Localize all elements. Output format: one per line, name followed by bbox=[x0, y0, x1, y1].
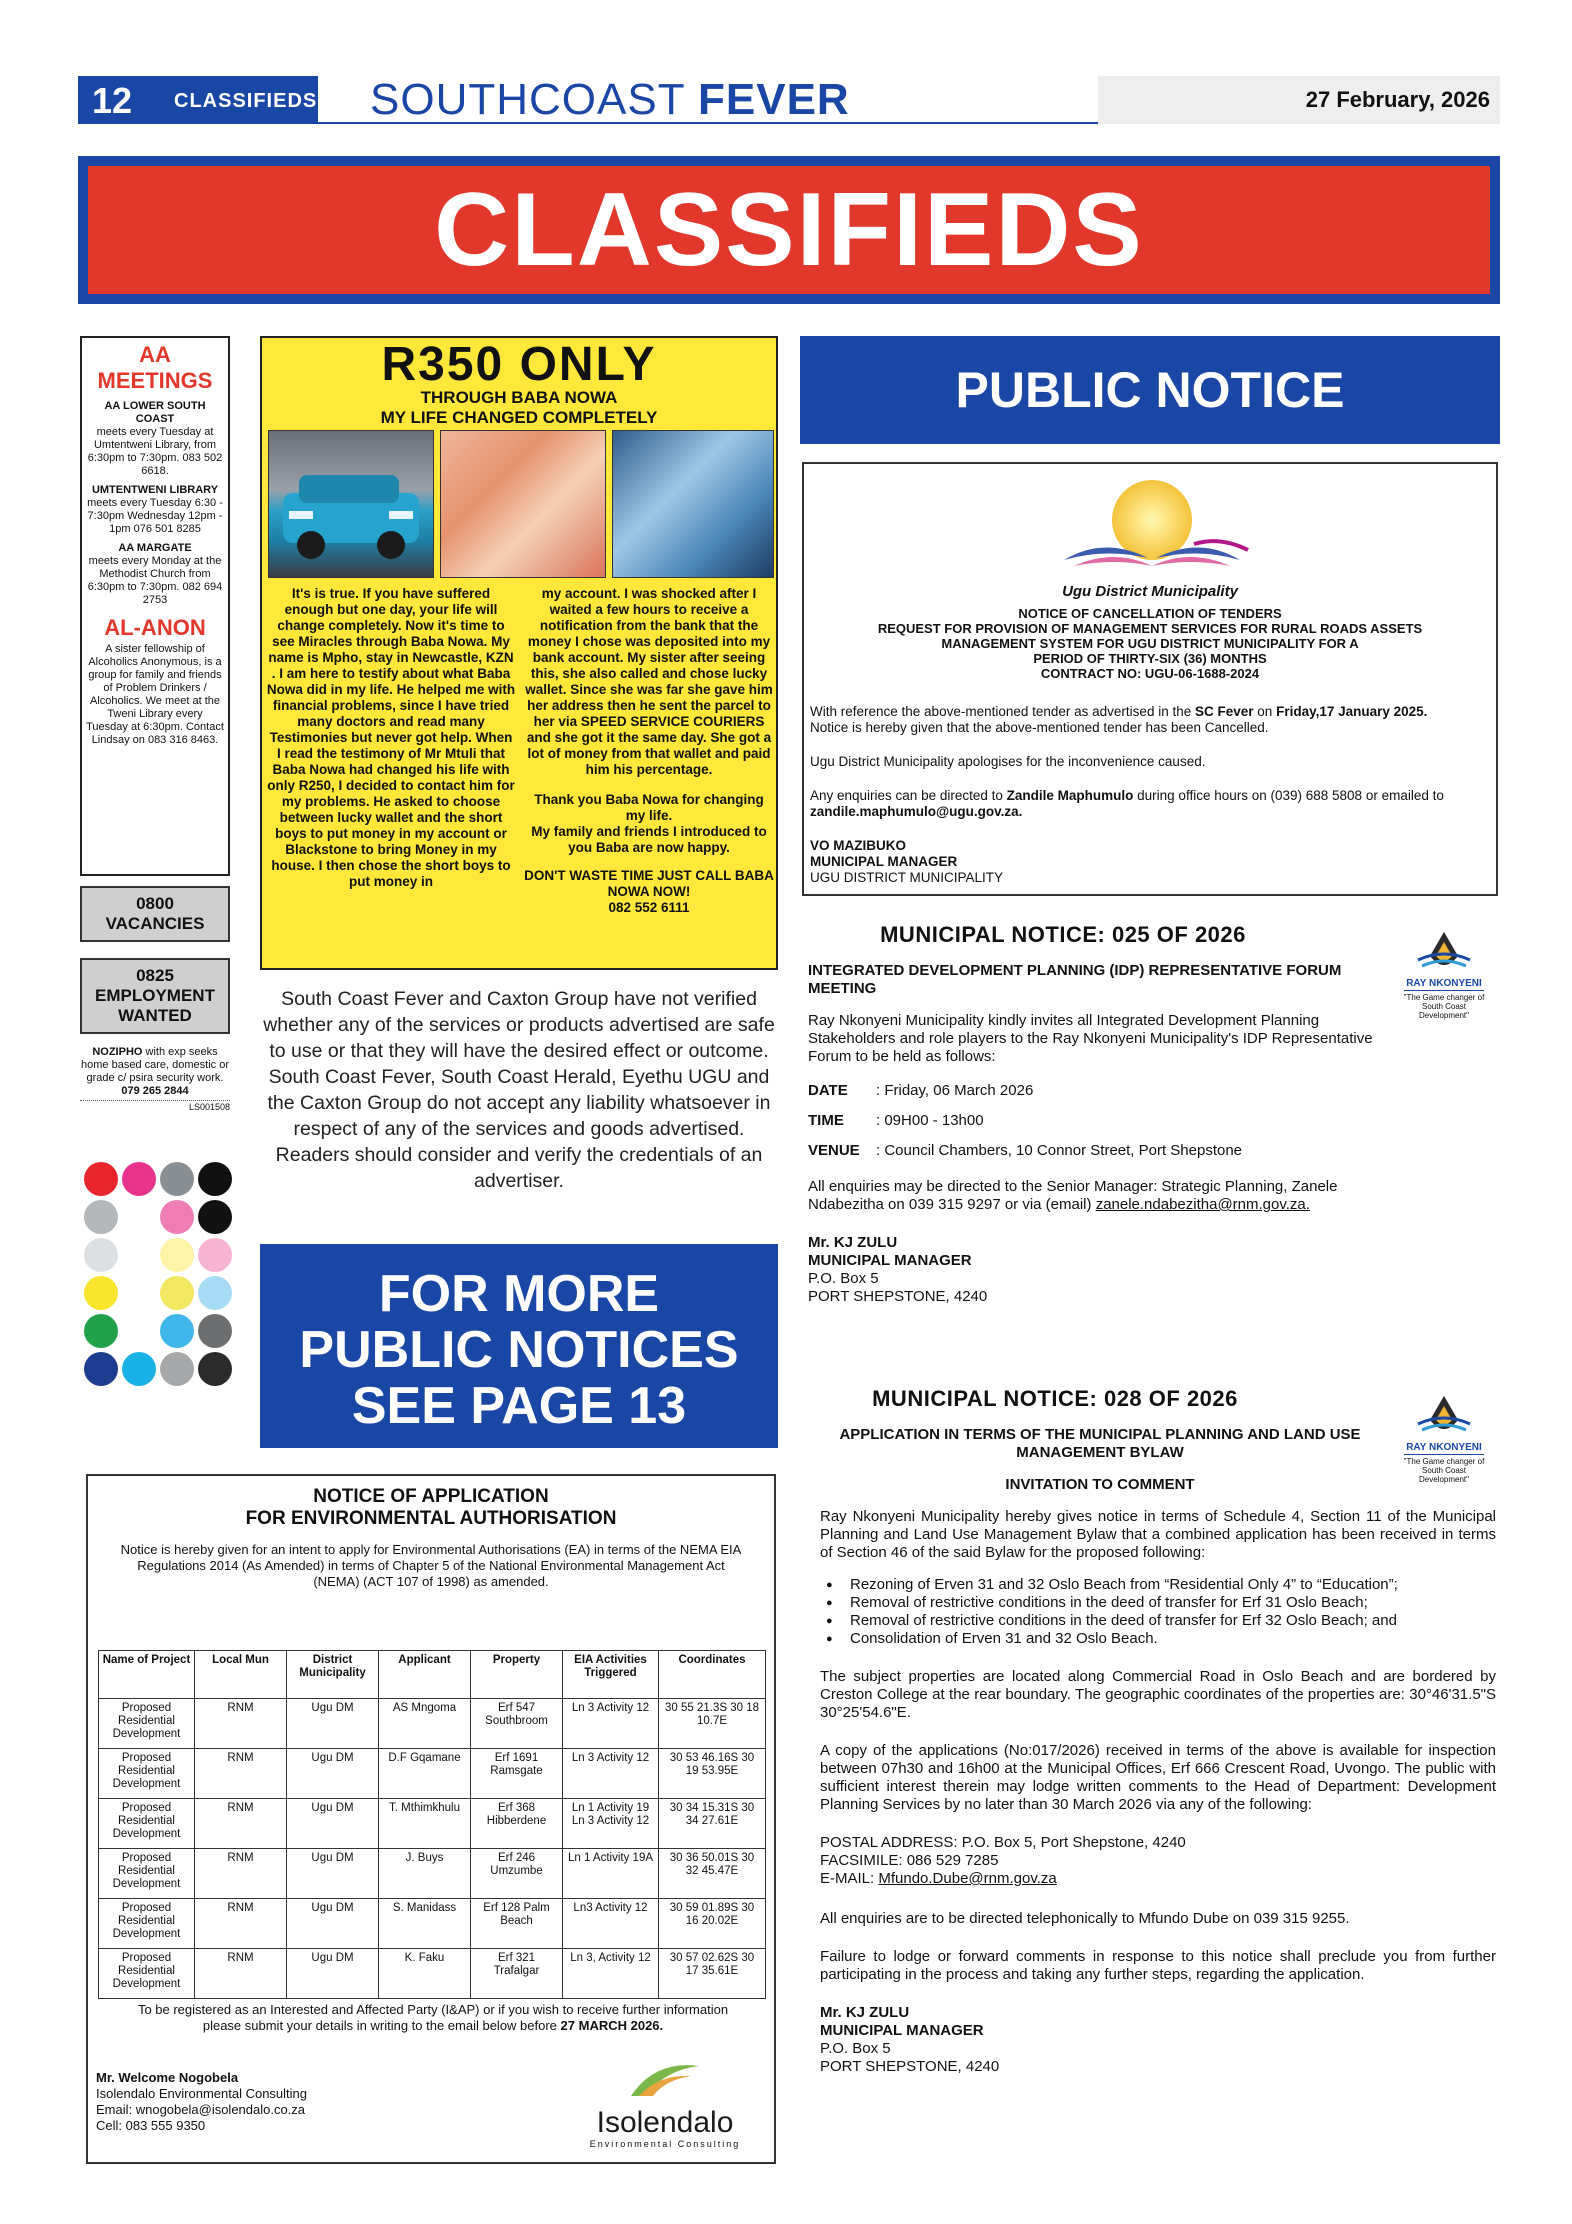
colour-swatch bbox=[84, 1352, 118, 1386]
mn2-failure: Failure to lodge or forward comments in response to this notice shall preclude you from further participating in the process and taking any further steps, regarding the application. bbox=[820, 1948, 1496, 1983]
ugu-sig-name: VO MAZIBUKO bbox=[810, 838, 906, 853]
ea-table-cell: Ln 3 Activity 12 bbox=[563, 1749, 659, 1799]
more-notices-box bbox=[260, 1244, 778, 1448]
money-bundles-photo bbox=[612, 430, 774, 578]
mn1-sig-town: PORT SHEPSTONE, 4240 bbox=[808, 1288, 988, 1305]
ea-table-cell: Ugu DM bbox=[287, 1799, 379, 1849]
ea-header-cell: EIA Activities Triggered bbox=[563, 1651, 659, 1699]
ea-table-row bbox=[99, 1949, 766, 1999]
ray-nkonyeni-shield-icon bbox=[1414, 930, 1474, 974]
ea-header-cell: District Municipality bbox=[287, 1651, 379, 1699]
ea-contact-name: Mr. Welcome Nogobela bbox=[96, 2070, 239, 2085]
ea-table bbox=[98, 1650, 766, 1999]
isolendalo-swoosh-icon bbox=[625, 2056, 705, 2102]
mn1-email-link[interactable]: zanele.ndabezitha@rnm.gov.za. bbox=[1095, 1196, 1310, 1213]
mn2-bullet-list bbox=[850, 1576, 1496, 1648]
ea-table-cell: RNM bbox=[195, 1949, 287, 1999]
ea-contact-email: Email: wnogobela@isolendalo.co.za bbox=[96, 2102, 306, 2117]
colour-swatch bbox=[160, 1238, 194, 1272]
mn1-date-label: DATE bbox=[808, 1082, 848, 1099]
ea-header-cell: Applicant bbox=[379, 1651, 471, 1699]
ugu-text: With reference the above-mentioned tender as advertised in the bbox=[810, 704, 1192, 719]
ea-header-cell: Coordinates bbox=[659, 1651, 766, 1699]
aa-entry bbox=[82, 400, 228, 478]
mn2-sig-town: PORT SHEPSTONE, 4240 bbox=[820, 2058, 1000, 2075]
ugu-heading-line: MANAGEMENT SYSTEM FOR UGU DISTRICT MUNICIPALITY FOR A bbox=[941, 636, 1359, 651]
colour-swatch bbox=[84, 1238, 118, 1272]
mn2-location: The subject properties are located along Commercial Road in Oslo Beach and are bordered by Creston College at the rear boundary. The geographic coordinates of the properties are: 30°46'31.5"S 30°25'54.6"E. bbox=[820, 1668, 1496, 1721]
mn1-time-value: : 09H00 - 13h00 bbox=[876, 1112, 984, 1129]
aa-entry-name: AA MARGATE bbox=[118, 542, 192, 554]
alanon-title: AL-ANON bbox=[104, 615, 206, 640]
page-header bbox=[78, 76, 1500, 124]
colour-swatch bbox=[122, 1352, 156, 1386]
rn-name: RAY NKONYENI bbox=[1404, 978, 1484, 991]
ea-table-row bbox=[99, 1799, 766, 1849]
ugu-para-apology: Ugu District Municipality apologises for the inconvenience caused. bbox=[810, 754, 1206, 769]
ea-table-cell: Erf 321 Trafalgar bbox=[471, 1949, 563, 1999]
ugu-text: Notice is hereby given that the above-mentioned tender has been Cancelled. bbox=[810, 720, 1269, 735]
ea-table-cell: T. Mthimkhulu bbox=[379, 1799, 471, 1849]
colour-swatch bbox=[160, 1200, 194, 1234]
ea-table-cell: Ln 1 Activity 19A bbox=[563, 1849, 659, 1899]
mn1-subtitle: INTEGRATED DEVELOPMENT PLANNING (IDP) REPRESENTATIVE FORUM MEETING bbox=[808, 962, 1342, 997]
ea-contact bbox=[96, 2070, 307, 2134]
classifieds-banner bbox=[78, 156, 1500, 304]
colour-swatch bbox=[122, 1200, 156, 1234]
ad-sub2: MY LIFE CHANGED COMPLETELY bbox=[380, 408, 658, 427]
ea-table-cell: Proposed Residential Development bbox=[99, 1749, 195, 1799]
ad-right-text: my account. I was shocked after I waited a few hours to receive a notification from the bank that the money I chose was deposited into my bank account. My sister after seeing this, she also called and chose lucky wallet. Since she was far she gave him her address then he sent the parcel to her via SPEED SERVICE COURIERS and she got it the same day. She got a lot of money from that wallet and paid him his percentage. bbox=[525, 586, 773, 777]
ea-table-cell: 30 57 02.62S 30 17 35.61E bbox=[659, 1949, 766, 1999]
mn2-signature bbox=[820, 2004, 1496, 2076]
nozipho-ref: LS001508 bbox=[80, 1100, 230, 1114]
ea-table-row bbox=[99, 1899, 766, 1949]
colour-swatch bbox=[84, 1162, 118, 1196]
ea-table-header bbox=[99, 1651, 766, 1699]
ea-contact-company: Isolendalo Environmental Consulting bbox=[96, 2086, 308, 2101]
section-label: CLASSIFIEDS bbox=[174, 90, 318, 112]
ea-intro: Notice is hereby given for an intent to apply for Environmental Authorisations (EA) in terms of the NEMA EIA Regulations 2014 (As Amended) in terms of Chapter 5 of the National Environmental Management Act (NEMA) (ACT 107 of 1998) as amended. bbox=[120, 1542, 742, 1589]
ad-phone: 082 552 6111 bbox=[608, 900, 690, 915]
mn1-date-value: : Friday, 06 March 2026 bbox=[876, 1082, 1034, 1099]
ugu-sig-org: UGU DISTRICT MUNICIPALITY bbox=[810, 870, 1004, 885]
page-number-block bbox=[78, 76, 318, 124]
aa-entry-text: meets every Monday at the Methodist Church from 6:30pm to 7:30pm. 082 694 2753 bbox=[87, 555, 223, 606]
ea-table-cell: RNM bbox=[195, 1849, 287, 1899]
mn2-email-link[interactable]: Mfundo.Dube@rnm.gov.za bbox=[878, 1870, 1057, 1887]
aa-entry-text: meets every Tuesday 6:30 - 7:30pm Wednesday 12pm - 1pm 076 501 8285 bbox=[87, 497, 223, 535]
public-notice-header: PUBLIC NOTICE bbox=[800, 336, 1500, 444]
colour-swatch bbox=[198, 1200, 232, 1234]
ea-title-line1: NOTICE OF APPLICATION bbox=[313, 1486, 549, 1507]
ea-table-cell: RNM bbox=[195, 1799, 287, 1849]
mn1-sig-title: MUNICIPAL MANAGER bbox=[808, 1252, 972, 1269]
ea-table-cell: 30 53 46.16S 30 19 53.95E bbox=[659, 1749, 766, 1799]
mn2-invite: INVITATION TO COMMENT bbox=[1005, 1476, 1195, 1493]
ugu-text: SC Fever bbox=[1195, 704, 1254, 719]
colour-swatch bbox=[160, 1352, 194, 1386]
ugu-text: Any enquiries can be directed to bbox=[810, 788, 1003, 803]
mn2-contact bbox=[820, 1834, 1496, 1888]
ea-table-cell: Proposed Residential Development bbox=[99, 1899, 195, 1949]
ea-table-cell: K. Faku bbox=[379, 1949, 471, 1999]
ea-table-row bbox=[99, 1749, 766, 1799]
aa-entry bbox=[82, 484, 228, 536]
mn2-sig-name: Mr. KJ ZULU bbox=[820, 2004, 910, 2021]
employment-label: EMPLOYMENT WANTED bbox=[95, 986, 215, 1025]
ugu-heading-line: NOTICE OF CANCELLATION OF TENDERS bbox=[1018, 606, 1282, 621]
ea-table-cell: S. Manidass bbox=[379, 1899, 471, 1949]
mn1-enquiries bbox=[808, 1178, 1408, 1214]
ea-register-text bbox=[118, 2002, 748, 2034]
ea-table-cell: RNM bbox=[195, 1899, 287, 1949]
mn2-fax: FACSIMILE: 086 529 7285 bbox=[820, 1852, 999, 1869]
mn1-enquiries-text: All enquiries may be directed to the Senior Manager: Strategic Planning, Zanele Ndabezitha on 039 315 9297 or via (email) bbox=[808, 1178, 1338, 1213]
mn2-email-row bbox=[820, 1870, 1496, 1888]
ea-table-cell: Erf 1691 Ramsgate bbox=[471, 1749, 563, 1799]
ugu-text: during office hours on (039) 688 5808 or emailed to bbox=[1137, 788, 1444, 803]
ea-table-cell: 30 34 15.31S 30 34 27.61E bbox=[659, 1799, 766, 1849]
ea-title-line2: FOR ENVIRONMENTAL AUTHORISATION bbox=[245, 1508, 617, 1529]
ugu-para-reference bbox=[810, 704, 1494, 736]
aa-meetings-box bbox=[80, 336, 230, 876]
more-line2: PUBLIC NOTICES bbox=[299, 1321, 739, 1379]
mn2-bullet: ● Removal of restrictive conditions in the deed of transfer for Erf 32 Oslo Beach; and bbox=[850, 1612, 1496, 1630]
colour-swatch bbox=[198, 1314, 232, 1348]
ea-table-cell: Ugu DM bbox=[287, 1699, 379, 1749]
ea-table-cell: Ln 3, Activity 12 bbox=[563, 1949, 659, 1999]
ea-table-cell: Proposed Residential Development bbox=[99, 1699, 195, 1749]
ad-cta: DON'T WASTE TIME JUST CALL BABA NOWA NOW! bbox=[524, 868, 774, 899]
mn1-signature bbox=[808, 1234, 1388, 1306]
aa-entry-name: UMTENTWENI LIBRARY bbox=[91, 484, 219, 496]
aa-entry-name: AA LOWER SOUTH COAST bbox=[104, 400, 206, 425]
baba-nowa-ad bbox=[260, 336, 778, 970]
ea-table-cell: Ugu DM bbox=[287, 1899, 379, 1949]
mn1-sig-box: P.O. Box 5 bbox=[808, 1270, 879, 1287]
page-number: 12 bbox=[92, 80, 133, 121]
employment-wanted-box bbox=[80, 958, 230, 1034]
ea-table-cell: Proposed Residential Development bbox=[99, 1849, 195, 1899]
ray-nkonyeni-logo bbox=[1396, 930, 1492, 1020]
ugu-text: zandile.maphumulo@ugu.gov.za. bbox=[810, 804, 1023, 819]
ea-table-cell: Proposed Residential Development bbox=[99, 1799, 195, 1849]
vacancies-label: VACANCIES bbox=[105, 914, 205, 933]
mn2-sig-box: P.O. Box 5 bbox=[820, 2040, 891, 2057]
nozipho-text: with exp seeks home based care, domestic or grade c/ psira security work. bbox=[81, 1046, 229, 1084]
masthead-light: SOUTHCOAST bbox=[370, 75, 685, 124]
mn2-intro: Ray Nkonyeni Municipality hereby gives notice in terms of Schedule 4, Section 11 of the Municipal Planning and Land Use Management Bylaw that a combined application has been received in terms of Section 46 of the said Bylaw for the proposed following: bbox=[820, 1508, 1496, 1561]
banner-title: CLASSIFIEDS bbox=[88, 166, 1490, 294]
mn2-bullet: ● Consolidation of Erven 31 and 32 Oslo Beach. bbox=[850, 1630, 1496, 1648]
mn1-time-row bbox=[808, 1112, 1388, 1130]
mn2-enquiries: All enquiries are to be directed telephonically to Mfundo Dube on 039 315 9255. bbox=[820, 1910, 1350, 1927]
ad-left-column: It's is true. If you have suffered enough but one day, your life will change completely. Now it's time to see Miracles through Baba Nowa. My name is Mpho, stay in Newcastle, KZN . I am here to testify about what Baba Nowa did in my life. He helped me with financial problems, since I have tried many doctors and read many Testimonies but never got help. When I read the testimony of Mr Mtuli that Baba Nowa had changed his life with only R250, I decided to contact him for my problems. He asked to choose between lucky wallet and the short boys to put money in my account or Blackstone to bring Money in my house. I then chose the short boys to put money in bbox=[266, 586, 516, 889]
ugu-heading bbox=[804, 606, 1496, 681]
ugu-signature bbox=[810, 838, 1494, 886]
mn1-venue-value: : Council Chambers, 10 Connor Street, Port Shepstone bbox=[876, 1142, 1243, 1159]
rn-name: RAY NKONYENI bbox=[1404, 1442, 1484, 1455]
ea-table-cell: RNM bbox=[195, 1749, 287, 1799]
ad-family: My family and friends I introduced to you Baba are now happy. bbox=[531, 824, 767, 855]
ray-nkonyeni-shield-icon bbox=[1414, 1394, 1474, 1438]
more-line3: SEE PAGE 13 bbox=[351, 1377, 687, 1435]
ad-sub1: THROUGH BABA NOWA bbox=[420, 388, 618, 407]
ugu-text: on bbox=[1257, 704, 1273, 719]
ea-table-cell: 30 59 01.89S 30 16 20.02E bbox=[659, 1899, 766, 1949]
colour-swatch bbox=[198, 1276, 232, 1310]
masthead bbox=[370, 76, 850, 124]
ea-table-cell: 30 55 21.3S 30 18 10.7E bbox=[659, 1699, 766, 1749]
ea-header-cell: Property bbox=[471, 1651, 563, 1699]
environmental-authorisation-notice bbox=[86, 1474, 776, 2164]
ea-table-cell: Proposed Residential Development bbox=[99, 1949, 195, 1999]
colour-swatch bbox=[84, 1200, 118, 1234]
vacancies-box bbox=[80, 886, 230, 942]
alanon-text: A sister fellowship of Alcoholics Anonymous, is a group for family and friends of Problem Drinkers / Alcoholics. We meet at the Tweni Library every Tuesday at 6:30pm. Contact Lindsay on 083 316 8463. bbox=[86, 643, 224, 746]
ugu-heading-line: PERIOD OF THIRTY-SIX (36) MONTHS bbox=[1033, 651, 1267, 666]
isolendalo-logo bbox=[570, 2056, 760, 2152]
ugu-heading-line: REQUEST FOR PROVISION OF MANAGEMENT SERVICES FOR RURAL ROADS ASSETS bbox=[877, 621, 1423, 636]
ea-table-cell: Ln3 Activity 12 bbox=[563, 1899, 659, 1949]
car-photo bbox=[268, 430, 434, 578]
ea-table-cell: Erf 368 Hibberdene bbox=[471, 1799, 563, 1849]
ugu-sig-title: MUNICIPAL MANAGER bbox=[810, 854, 958, 869]
advertiser-disclaimer: South Coast Fever and Caxton Group have not verified whether any of the services or products advertised are safe to use or that they will have the desired effect or outcome. South Coast Fever, South Coast Herald, Eyethu UGU and the Caxton Group do not accept any liability whatsoever in respect of any of the services and goods advertised. Readers should consider and verify the credentials of an advertiser. bbox=[263, 988, 775, 1192]
isolendalo-name: Isolendalo bbox=[596, 2106, 734, 2139]
colour-swatch bbox=[198, 1352, 232, 1386]
colour-swatch bbox=[160, 1314, 194, 1348]
ea-table-cell: Erf 547 Southbroom bbox=[471, 1699, 563, 1749]
ea-table-cell: Ugu DM bbox=[287, 1849, 379, 1899]
ea-table-cell: J. Buys bbox=[379, 1849, 471, 1899]
mn1-sig-name: Mr. KJ ZULU bbox=[808, 1234, 898, 1251]
mn2-inspection: A copy of the applications (No:017/2026) received in terms of the above is available for inspection between 07h30 and 16h00 at the Municipal Offices, Erf 666 Crescent Road, Uvongo. The public with sufficient interest therein may lodge written comments to the Head of Department: Development Planning Services by no later than 30 March 2026 via any of the following: bbox=[820, 1742, 1496, 1813]
ad-headline: R350 ONLY bbox=[381, 338, 657, 391]
mn2-email-label: E-MAIL: bbox=[820, 1870, 875, 1887]
ea-table-cell: Ugu DM bbox=[287, 1749, 379, 1799]
nozipho-ad bbox=[80, 1046, 230, 1114]
colour-swatch bbox=[160, 1276, 194, 1310]
colour-swatch bbox=[160, 1162, 194, 1196]
ad-subheadline bbox=[262, 388, 776, 428]
mn1-time-label: TIME bbox=[808, 1112, 844, 1129]
rn-tagline: "The Game changer of South Coast Development" bbox=[1403, 1457, 1485, 1484]
ea-table-cell: AS Mngoma bbox=[379, 1699, 471, 1749]
ea-header-cell: Name of Project bbox=[99, 1651, 195, 1699]
colour-swatch bbox=[122, 1314, 156, 1348]
ad-thanks: Thank you Baba Nowa for changing my life. bbox=[534, 792, 764, 823]
ea-register-date: 27 MARCH 2026. bbox=[560, 2018, 664, 2033]
mn1-title: MUNICIPAL NOTICE: 025 OF 2026 bbox=[880, 922, 1246, 947]
ea-table-cell: RNM bbox=[195, 1699, 287, 1749]
aa-entry bbox=[82, 542, 228, 607]
ea-table-cell: Ugu DM bbox=[287, 1949, 379, 1999]
mn1-venue-row bbox=[808, 1142, 1388, 1160]
colour-swatch bbox=[84, 1276, 118, 1310]
ea-table-row bbox=[99, 1699, 766, 1749]
ea-table-cell: Ln 3 Activity 12 bbox=[563, 1699, 659, 1749]
ea-table-row bbox=[99, 1849, 766, 1899]
colour-swatch bbox=[122, 1162, 156, 1196]
car-icon bbox=[269, 431, 433, 577]
ea-table-cell: Ln 1 Activity 19 Ln 3 Activity 12 bbox=[563, 1799, 659, 1849]
colour-swatch bbox=[122, 1276, 156, 1310]
ugu-text: Friday,17 January 2025. bbox=[1276, 704, 1428, 719]
isolendalo-tagline: Environmental Consulting bbox=[589, 2139, 741, 2149]
ugu-sun-logo-icon bbox=[1044, 474, 1260, 578]
mn1-date-row bbox=[808, 1082, 1388, 1100]
ugu-tender-cancellation-notice bbox=[802, 462, 1498, 896]
ugu-para-enquiries bbox=[810, 788, 1494, 820]
aa-title: AA MEETINGS bbox=[97, 342, 213, 393]
ea-contact-cell: Cell: 083 555 9350 bbox=[96, 2118, 206, 2133]
colour-swatch bbox=[122, 1238, 156, 1272]
mn1-venue-label: VENUE bbox=[808, 1142, 860, 1159]
ea-table-cell: 30 36 50.01S 30 32 45.47E bbox=[659, 1849, 766, 1899]
ugu-text: Zandile Maphumulo bbox=[1006, 788, 1134, 803]
employment-code: 0825 bbox=[136, 966, 174, 985]
ad-right-column bbox=[524, 586, 774, 916]
aa-entry-text: meets every Tuesday at Umtentweni Library, from 6:30pm to 7:30pm. 083 502 6618. bbox=[87, 426, 223, 477]
banknotes-fan-photo bbox=[440, 430, 606, 578]
colour-swatch bbox=[198, 1162, 232, 1196]
colour-calibration-bar bbox=[84, 1162, 234, 1384]
rn-tagline: "The Game changer of South Coast Development" bbox=[1403, 993, 1485, 1020]
masthead-bold: FEVER bbox=[698, 75, 850, 124]
issue-date: 27 February, 2026 bbox=[1098, 76, 1500, 124]
ea-header-cell: Local Mun bbox=[195, 1651, 287, 1699]
mn2-bullet: ● Rezoning of Erven 31 and 32 Oslo Beach from “Residential Only 4” to “Education”; bbox=[850, 1576, 1496, 1594]
mn2-subtitle: APPLICATION IN TERMS OF THE MUNICIPAL PLANNING AND LAND USE MANAGEMENT BYLAW bbox=[839, 1426, 1361, 1461]
municipal-notice-025 bbox=[808, 922, 1388, 1306]
municipal-notice-028 bbox=[820, 1386, 1496, 2076]
ray-nkonyeni-logo bbox=[1396, 1394, 1492, 1484]
colour-swatch bbox=[84, 1314, 118, 1348]
ea-table-cell: D.F Gqamane bbox=[379, 1749, 471, 1799]
mn1-intro: Ray Nkonyeni Municipality kindly invites all Integrated Development Planning Stakeholders and role players to the Ray Nkonyeni Municipality's IDP Representative Forum to be held as follows: bbox=[808, 1012, 1373, 1065]
mn2-bullet: ● Removal of restrictive conditions in the deed of transfer for Erf 31 Oslo Beach; bbox=[850, 1594, 1496, 1612]
nozipho-phone: 079 265 2844 bbox=[121, 1085, 189, 1097]
ea-table-cell: Erf 246 Umzumbe bbox=[471, 1849, 563, 1899]
mn2-sig-title: MUNICIPAL MANAGER bbox=[820, 2022, 984, 2039]
ea-title bbox=[88, 1486, 774, 1530]
ugu-name: Ugu District Municipality bbox=[1062, 583, 1238, 600]
nozipho-name: NOZIPHO bbox=[92, 1046, 143, 1058]
colour-swatch bbox=[198, 1238, 232, 1272]
ugu-body bbox=[810, 704, 1494, 886]
ea-register-body: To be registered as an Interested and Affected Party (I&AP) or if you wish to receive further information please submit your details in writing to the email below before bbox=[137, 2002, 729, 2033]
vacancies-code: 0800 bbox=[136, 894, 174, 913]
ea-table-cell: Erf 128 Palm Beach bbox=[471, 1899, 563, 1949]
more-line1: FOR MORE bbox=[378, 1265, 660, 1323]
mn2-title: MUNICIPAL NOTICE: 028 OF 2026 bbox=[872, 1386, 1238, 1411]
ugu-heading-line: CONTRACT NO: UGU-06-1688-2024 bbox=[1040, 666, 1260, 681]
mn2-postal: POSTAL ADDRESS: P.O. Box 5, Port Shepstone, 4240 bbox=[820, 1834, 1186, 1851]
